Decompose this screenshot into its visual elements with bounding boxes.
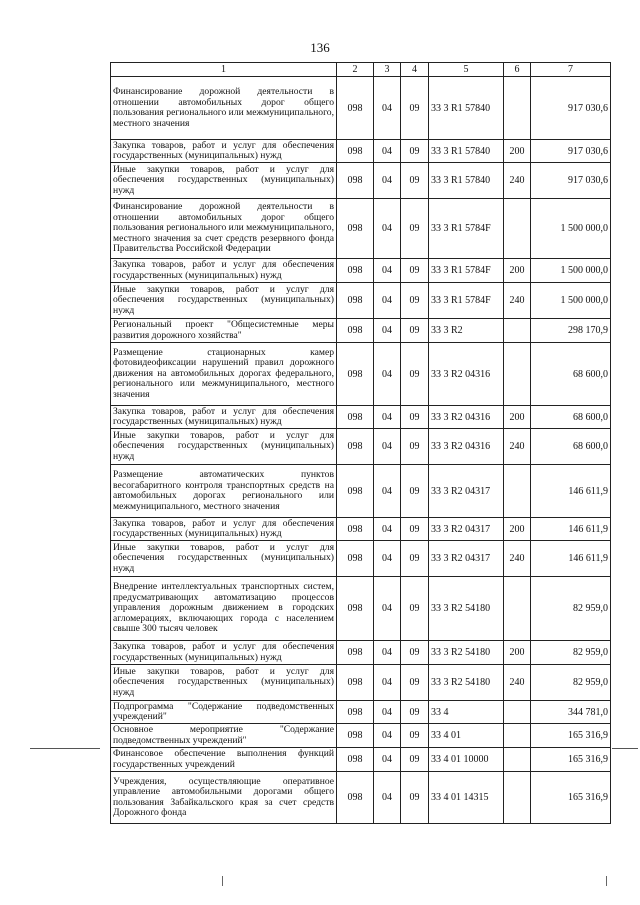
cell-target-code: 33 3 R1 5784F [429,199,504,259]
cell-target-code: 33 3 R2 04316 [429,406,504,429]
cell-subsection: 09 [401,140,429,163]
row-name: Размещение стационарных камер фотовидеофиксации нарушений правил дорожного движения на автомобильных дорогах федерального, регионального или межмуниципального, местного значения [111,343,337,406]
cell-subsection: 09 [401,319,429,343]
column-header: 1 [111,63,337,77]
table-row [111,665,611,701]
cell-section: 04 [374,665,401,701]
cell-amount: 68 600,0 [531,406,611,429]
column-header: 5 [429,63,504,77]
row-name: Учреждения, осуществляющие оперативное управление автомобильными дорогами общего пользования Забайкальского края за счет средств Дорожного фонда [111,772,337,824]
cell-section: 04 [374,518,401,541]
cell-section: 04 [374,343,401,406]
cell-target-code: 33 3 R2 54180 [429,641,504,665]
table-row [111,429,611,465]
cell-expense-type: 200 [504,406,531,429]
cell-target-code: 33 3 R1 57840 [429,77,504,140]
cell-expense-type [504,465,531,518]
cell-amount: 917 030,6 [531,77,611,140]
cell-amount: 344 781,0 [531,701,611,724]
cell-ministry-code: 098 [337,665,374,701]
cell-ministry-code: 098 [337,199,374,259]
cell-ministry-code: 098 [337,259,374,283]
cell-amount: 1 500 000,0 [531,199,611,259]
table-row [111,140,611,163]
cell-amount: 146 611,9 [531,518,611,541]
scan-tick [606,876,607,886]
cell-subsection: 09 [401,641,429,665]
table-row [111,163,611,199]
cell-section: 04 [374,701,401,724]
scan-line-left [30,748,100,749]
cell-amount: 68 600,0 [531,429,611,465]
cell-expense-type [504,319,531,343]
cell-subsection: 09 [401,577,429,641]
row-name: Региональный проект "Общесистемные меры развития дорожного хозяйства" [111,319,337,343]
cell-ministry-code: 098 [337,701,374,724]
cell-section: 04 [374,541,401,577]
cell-section: 04 [374,199,401,259]
cell-expense-type [504,701,531,724]
cell-amount: 82 959,0 [531,577,611,641]
table-row [111,641,611,665]
row-name: Финансирование дорожной деятельности в отношении автомобильных дорог общего пользования регионального или межмуниципального, местного значения [111,77,337,140]
cell-subsection: 09 [401,772,429,824]
cell-target-code: 33 4 01 14315 [429,772,504,824]
cell-ministry-code: 098 [337,429,374,465]
cell-section: 04 [374,406,401,429]
cell-section: 04 [374,772,401,824]
cell-expense-type: 200 [504,518,531,541]
table-row [111,541,611,577]
cell-subsection: 09 [401,701,429,724]
table-row [111,283,611,319]
table-row [111,724,611,748]
cell-section: 04 [374,748,401,772]
cell-section: 04 [374,140,401,163]
cell-ministry-code: 098 [337,140,374,163]
table-row [111,518,611,541]
cell-subsection: 09 [401,541,429,577]
cell-expense-type: 200 [504,140,531,163]
cell-ministry-code: 098 [337,577,374,641]
cell-target-code: 33 3 R2 04317 [429,541,504,577]
cell-section: 04 [374,319,401,343]
cell-subsection: 09 [401,259,429,283]
column-header: 3 [374,63,401,77]
scan-line-right [612,748,638,749]
cell-ministry-code: 098 [337,319,374,343]
row-name: Закупка товаров, работ и услуг для обеспечения государственных (муниципальных) нужд [111,518,337,541]
row-name: Основное мероприятие "Содержание подведомственных учреждений" [111,724,337,748]
cell-expense-type: 200 [504,259,531,283]
cell-section: 04 [374,77,401,140]
cell-expense-type: 240 [504,541,531,577]
cell-ministry-code: 098 [337,465,374,518]
row-name: Закупка товаров, работ и услуг для обеспечения государственных (муниципальных) нужд [111,140,337,163]
header-row [111,63,611,77]
cell-section: 04 [374,724,401,748]
cell-subsection: 09 [401,748,429,772]
cell-expense-type [504,772,531,824]
cell-amount: 68 600,0 [531,343,611,406]
cell-subsection: 09 [401,724,429,748]
table-row [111,77,611,140]
cell-amount: 146 611,9 [531,465,611,518]
cell-expense-type [504,343,531,406]
table-row [111,319,611,343]
budget-table [110,62,611,824]
cell-subsection: 09 [401,77,429,140]
cell-subsection: 09 [401,343,429,406]
column-header: 7 [531,63,611,77]
cell-target-code: 33 3 R1 57840 [429,140,504,163]
cell-section: 04 [374,259,401,283]
cell-amount: 917 030,6 [531,163,611,199]
row-name: Иные закупки товаров, работ и услуг для обеспечения государственных (муниципальных) нужд [111,163,337,199]
row-name: Иные закупки товаров, работ и услуг для обеспечения государственных (муниципальных) нужд [111,283,337,319]
cell-ministry-code: 098 [337,724,374,748]
row-name: Финансовое обеспечение выполнения функций государственных учреждений [111,748,337,772]
table-row [111,343,611,406]
cell-expense-type: 240 [504,283,531,319]
cell-ministry-code: 098 [337,772,374,824]
row-name: Иные закупки товаров, работ и услуг для обеспечения государственных (муниципальных) нужд [111,429,337,465]
cell-subsection: 09 [401,665,429,701]
cell-expense-type: 240 [504,163,531,199]
cell-expense-type: 200 [504,641,531,665]
cell-ministry-code: 098 [337,77,374,140]
cell-ministry-code: 098 [337,541,374,577]
cell-expense-type: 240 [504,665,531,701]
table-row [111,199,611,259]
cell-subsection: 09 [401,518,429,541]
cell-target-code: 33 3 R2 04317 [429,518,504,541]
cell-amount: 165 316,9 [531,772,611,824]
column-header: 6 [504,63,531,77]
cell-amount: 165 316,9 [531,724,611,748]
cell-target-code: 33 4 [429,701,504,724]
table-row [111,701,611,724]
cell-amount: 82 959,0 [531,641,611,665]
scan-tick [222,876,223,886]
cell-section: 04 [374,429,401,465]
cell-section: 04 [374,641,401,665]
row-name: Внедрение интеллектуальных транспортных систем, предусматривающих автоматизацию процессов управления дорожным движением в городских агломерациях, включающих города с населением свыше 300 тысяч человек [111,577,337,641]
cell-ministry-code: 098 [337,343,374,406]
cell-subsection: 09 [401,199,429,259]
cell-target-code: 33 4 01 [429,724,504,748]
row-name: Финансирование дорожной деятельности в отношении автомобильных дорог общего пользования регионального или межмуниципального, местного значения за счет средств резервного фонда Правительства Российской Федерации [111,199,337,259]
cell-ministry-code: 098 [337,406,374,429]
cell-target-code: 33 3 R2 54180 [429,577,504,641]
cell-target-code: 33 4 01 10000 [429,748,504,772]
cell-target-code: 33 3 R2 04316 [429,429,504,465]
cell-subsection: 09 [401,406,429,429]
row-name: Закупка товаров, работ и услуг для обеспечения государственных (муниципальных) нужд [111,406,337,429]
cell-ministry-code: 098 [337,518,374,541]
cell-amount: 1 500 000,0 [531,283,611,319]
cell-expense-type [504,724,531,748]
cell-amount: 82 959,0 [531,665,611,701]
cell-ministry-code: 098 [337,163,374,199]
cell-target-code: 33 3 R2 [429,319,504,343]
cell-expense-type: 240 [504,429,531,465]
cell-amount: 298 170,9 [531,319,611,343]
row-name: Закупка товаров, работ и услуг для обеспечения государственных (муниципальных) нужд [111,259,337,283]
cell-target-code: 33 3 R2 04316 [429,343,504,406]
column-header: 2 [337,63,374,77]
cell-target-code: 33 3 R2 04317 [429,465,504,518]
cell-target-code: 33 3 R1 5784F [429,283,504,319]
cell-expense-type [504,577,531,641]
cell-subsection: 09 [401,429,429,465]
row-name: Иные закупки товаров, работ и услуг для обеспечения государственных (муниципальных) нужд [111,665,337,701]
cell-section: 04 [374,465,401,518]
cell-expense-type [504,199,531,259]
cell-section: 04 [374,283,401,319]
row-name: Закупка товаров, работ и услуг для обеспечения государственных (муниципальных) нужд [111,641,337,665]
row-name: Подпрограмма "Содержание подведомственных учреждений" [111,701,337,724]
cell-ministry-code: 098 [337,748,374,772]
cell-ministry-code: 098 [337,283,374,319]
cell-target-code: 33 3 R2 54180 [429,665,504,701]
cell-section: 04 [374,163,401,199]
cell-ministry-code: 098 [337,641,374,665]
cell-subsection: 09 [401,163,429,199]
table-row [111,748,611,772]
table-row [111,577,611,641]
cell-target-code: 33 3 R1 5784F [429,259,504,283]
row-name: Иные закупки товаров, работ и услуг для обеспечения государственных (муниципальных) нужд [111,541,337,577]
cell-section: 04 [374,577,401,641]
row-name: Размещение автоматических пунктов весогабаритного контроля транспортных средств на автомобильных дорогах регионального или межмуниципального, местного значения [111,465,337,518]
table-row [111,406,611,429]
page-number: 136 [310,40,330,55]
table-row [111,465,611,518]
cell-expense-type [504,748,531,772]
cell-subsection: 09 [401,465,429,518]
cell-amount: 146 611,9 [531,541,611,577]
cell-target-code: 33 3 R1 57840 [429,163,504,199]
table-row [111,259,611,283]
cell-subsection: 09 [401,283,429,319]
column-header: 4 [401,63,429,77]
cell-amount: 165 316,9 [531,748,611,772]
cell-amount: 1 500 000,0 [531,259,611,283]
cell-amount: 917 030,6 [531,140,611,163]
table-row [111,772,611,824]
cell-expense-type [504,77,531,140]
